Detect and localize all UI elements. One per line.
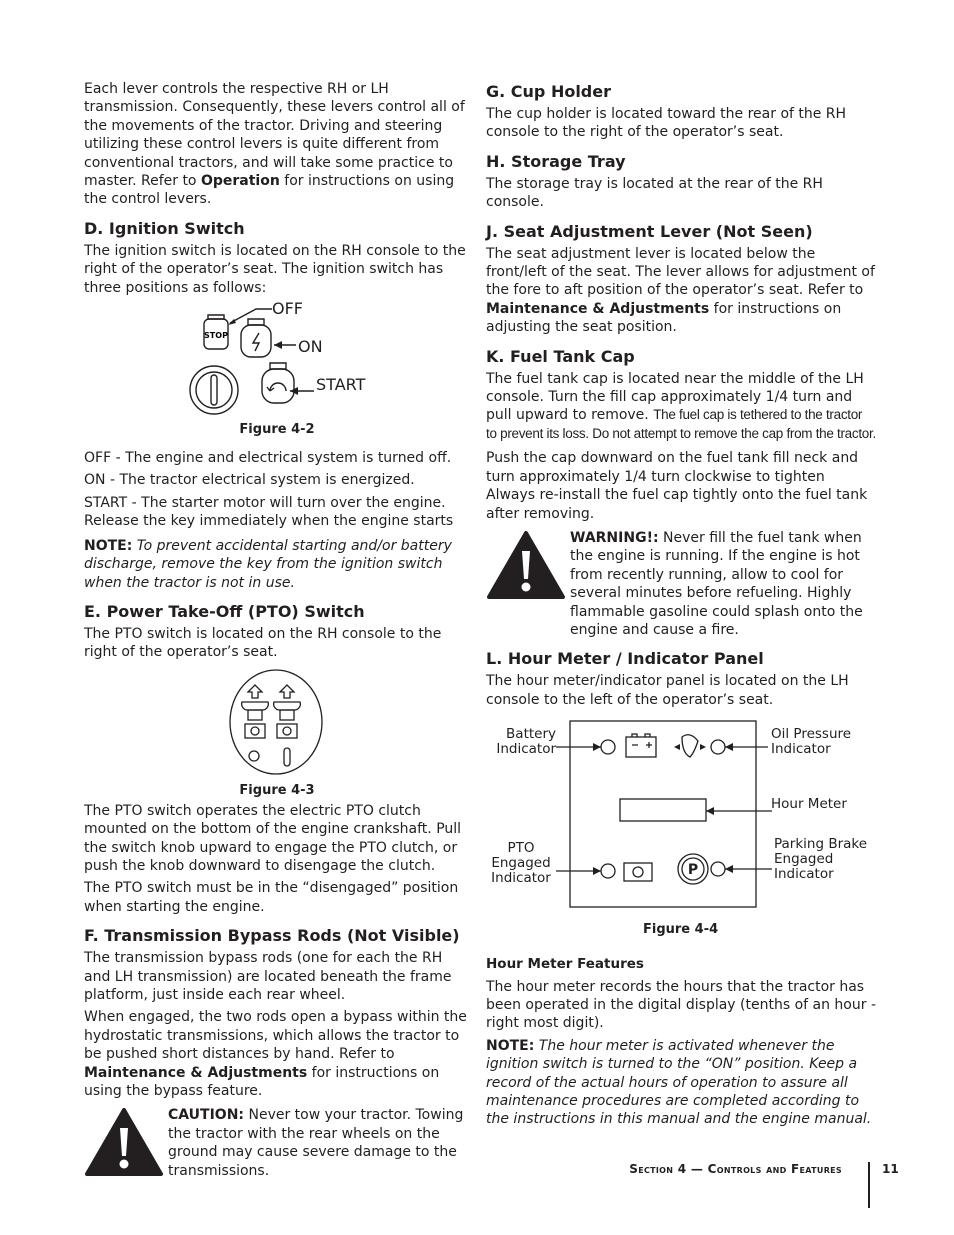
bypass-rods-body-2: When engaged, the two rods open a bypass within the hydrostatic transmissions, which allows the tractor to be pushed short distances by hand. Refer to Maintenance & Adjustments for instructions on using the bypass feature.	[84, 1009, 467, 1099]
warning-block	[486, 529, 876, 639]
hour-meter-body: The hour meter/indicator panel is located on the LH console to the left of the operator’s seat.	[486, 673, 849, 708]
start-description: START - The starter motor will turn over the engine. Release the key immediately when the engine starts	[84, 494, 454, 530]
hour-meter-features-body: The hour meter records the hours that the tractor has been operated in the digital display (tenths of an hour - right most digit).	[486, 978, 876, 1032]
pto-switch-heading: E. Power Take-Off (PTO) Switch	[84, 601, 365, 621]
caution-block	[84, 1106, 470, 1196]
ignition-switch-icon	[84, 301, 470, 419]
start-label: START	[316, 375, 366, 395]
pto-switch-body-3: The PTO switch must be in the “disengaged” position when starting the engine.	[84, 880, 459, 915]
bypass-rods-heading: F. Transmission Bypass Rods (Not Visible)	[84, 926, 460, 946]
left-column	[84, 80, 470, 1200]
figure-caption: Figure 4-2	[239, 422, 315, 438]
on-label: ON	[298, 337, 323, 357]
cup-holder-heading: G. Cup Holder	[486, 82, 611, 101]
pto-switch-body: The PTO switch is located on the RH console to the right of the operator’s seat.	[84, 625, 442, 661]
pto-switch-icon	[84, 666, 470, 778]
section-title: Section 4 — Controls and Features	[629, 1162, 842, 1176]
oil-pressure-label: Oil Pressure Indicator	[771, 726, 852, 758]
bypass-rods-body: The transmission bypass rods (one for each the RH and LH transmission) are located beneath the frame platform, just inside each rear wheel.	[84, 950, 452, 1003]
hour-meter-features-heading: Hour Meter Features	[486, 956, 644, 973]
svg-text:P: P	[687, 862, 699, 879]
hour-meter-note: NOTE: The hour meter is activated whenever the ignition switch is turned to the “ON” position. Keep a record of the actual hours of operation to assure all maintenance procedures are completed according to the instructions in this manual and the engine manual.	[486, 1037, 872, 1128]
off-description: OFF - The engine and electrical system is turned off.	[84, 450, 452, 467]
seat-adjustment-body: The seat adjustment lever is located below the front/left of the seat. The lever allows for adjustment of the fore to aft position of the operator’s seat. Refer to Maintenance & Adjustments for instructions on adjusting the seat position.	[486, 245, 875, 336]
parking-brake-label: Parking Brake Engaged Indicator	[774, 836, 868, 883]
warning-text: WARNING!: Never fill the fuel tank when the engine is running. If the engine is hot from recently running, allow to cool for several minutes before refueling. Highly flammable gasoline could splash onto the engine and cause a fire.	[570, 529, 863, 638]
page-number: 11	[882, 1162, 899, 1176]
figure-caption: Figure 4-3	[239, 782, 315, 798]
figure-4-4	[486, 715, 876, 943]
figure-4-2	[84, 301, 470, 441]
fuel-tank-cap-body: The fuel tank cap is located near the middle of the LH console. Turn the fill cap approximately 1/4 turn and pull upward to remove. The fuel cap is tethered to the tractor to prevent its loss. Do not attempt to remove the cap from the tractor.	[486, 370, 876, 441]
intro-paragraph: Each lever controls the respective RH or LH transmission. Consequently, these levers control all of the movements of the tractor. Driving and steering utilizing these control levers is quite different from conventional tractors, and will take some practice to master. Refer to Operation for instructions on using the control levers.	[84, 81, 465, 208]
on-description: ON - The tractor electrical system is energized.	[84, 472, 415, 489]
warning-triangle-icon	[486, 529, 566, 601]
figure-4-3	[84, 666, 470, 802]
footer-divider	[868, 1162, 870, 1208]
figure-caption: Figure 4-4	[643, 922, 719, 938]
hour-meter-heading: L. Hour Meter / Indicator Panel	[486, 649, 764, 669]
fuel-tank-cap-heading: K. Fuel Tank Cap	[486, 346, 635, 366]
cup-holder-body: The cup holder is located toward the rear of the RH console to the right of the operator’s seat.	[486, 106, 847, 141]
storage-tray-body: The storage tray is located at the rear of the RH console.	[486, 175, 823, 211]
fuel-tank-cap-body-2: Push the cap downward on the fuel tank fill neck and turn approximately 1/4 turn clockwise to tighten Always re-install the fuel cap tightly onto the fuel tank after removing.	[486, 450, 868, 522]
ignition-switch-body: The ignition switch is located on the RH console to the right of the operator’s seat. The ignition switch has three positions as follows:	[84, 242, 466, 296]
storage-tray-heading: H. Storage Tray	[486, 151, 626, 171]
right-column	[486, 80, 876, 1133]
hour-meter-label: Hour Meter	[771, 796, 847, 813]
pto-engaged-label: PTO Engaged Indicator	[491, 840, 551, 887]
ignition-note: NOTE: To prevent accidental starting and/or battery discharge, remove the key from the ignition switch when the tractor is not in use.	[84, 537, 452, 591]
caution-triangle-icon	[84, 1106, 164, 1178]
off-label: OFF	[272, 299, 303, 319]
stop-label: STOP	[204, 331, 228, 341]
battery-indicator-label: Battery Indicator	[496, 726, 556, 758]
ignition-switch-heading: D. Ignition Switch	[84, 218, 245, 238]
caution-text: CAUTION: Never tow your tractor. Towing the tractor with the rear wheels on the ground may cause severe damage to the transmissions.	[168, 1107, 464, 1179]
seat-adjustment-heading: J. Seat Adjustment Lever (Not Seen)	[486, 221, 813, 241]
pto-switch-body-2: The PTO switch operates the electric PTO clutch mounted on the bottom of the engine crankshaft. Pull the switch knob upward to engage the PTO clutch, or push the knob downward to disengage the clutch.	[84, 802, 462, 874]
